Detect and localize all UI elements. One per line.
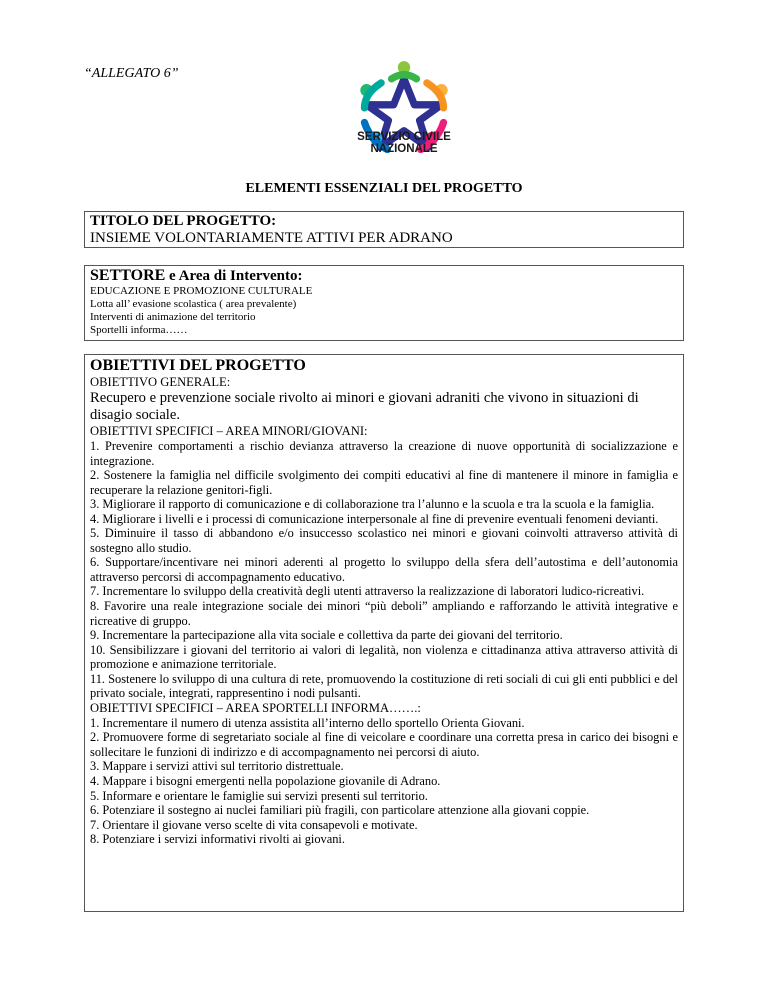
settore-box — [84, 265, 684, 341]
list-item: 1. Incrementare il numero di utenza assistita all’interno dello sportello Orienta Giovani. — [90, 715, 525, 730]
obiettivo-generale-label: OBIETTIVO GENERALE: — [90, 375, 231, 389]
specifici-minori-label: OBIETTIVI SPECIFICI – AREA MINORI/GIOVANI: — [90, 424, 368, 438]
list-item: 5. Diminuire il tasso di abbandono e/o insuccesso scolastico nei minori e giovani coinvolti attraverso attività di sostegno allo studio. — [90, 526, 678, 555]
allegato-label: “ALLEGATO 6” — [84, 66, 179, 81]
list-item: 9. Incrementare la partecipazione alla vita sociale e collettiva da parte dei giovani del territorio. — [90, 628, 563, 643]
settore-line: Lotta all’ evasione scolastica ( area prevalente) — [90, 298, 297, 310]
settore-line: Sportelli informa…… — [90, 324, 188, 336]
list-item: 6. Supportare/incentivare nei minori aderenti al progetto lo sviluppo della sfera dell’autostima e dell’autonomia attraverso percorsi di accompagnamento educativo. — [90, 555, 678, 584]
settore-line: Interventi di animazione del territorio — [90, 311, 256, 323]
list-item: 3. Mappare i servizi attivi sul territorio distrettuale. — [90, 759, 344, 774]
list-item: 11. Sostenere lo sviluppo di una cultura di rete, promuovendo la costituzione di reti sociali di cui gli enti pubblici e del privato sociale, integrati, rappresentino i nodi pulsanti. — [90, 671, 678, 701]
list-item: 6. Potenziare il sostegno ai nuclei familiari più fragili, con particolare attenzione alla giovani coppie. — [90, 803, 590, 818]
list-item: 1. Prevenire comportamenti a rischio devianza attraverso la creazione di nuove opportunità di socializzazione e integrazione. — [90, 439, 678, 468]
titolo-box — [84, 211, 684, 248]
obiettivi-heading: OBIETTIVI DEL PROGETTO — [90, 357, 306, 374]
logo-caption-line2: NAZIONALE — [370, 143, 438, 155]
list-item: 2. Sostenere la famiglia nel difficile svolgimento dei compiti educativi al fine di mantenere il minore in famiglia e recuperare la relazione genitori-figli. — [90, 468, 678, 497]
specifici-sportelli-list — [90, 716, 678, 847]
list-item: 4. Mappare i bisogni emergenti nella popolazione giovanile di Adrano. — [90, 774, 441, 789]
list-item: 2. Promuovere forme di segretariato sociale al fine di veicolare e coordinare una corretta presa in carico dei bisogni e sollecitare le funzioni di indirizzo e di accompagnamento nei percorsi di aiuto. — [90, 730, 678, 759]
list-item: 10. Sensibilizzare i giovani del territorio ai valori di legalità, non violenza e cittadinanza attiva attraverso attività di promozione e animazione territoriale. — [90, 642, 678, 672]
list-item: 8. Potenziare i servizi informativi rivolti ai giovani. — [90, 832, 345, 847]
specifici-sportelli-label: OBIETTIVI SPECIFICI – AREA SPORTELLI INFORMA…….: — [90, 700, 421, 715]
list-item: 7. Orientare il giovane verso scelte di vita consapevoli e motivate. — [90, 817, 418, 832]
titolo-value: INSIEME VOLONTARIAMENTE ATTIVI PER ADRANO — [90, 230, 453, 246]
settore-label-bold: SETTORE — [90, 267, 166, 284]
logo-caption-line1: SERVIZIO CIVILE — [357, 131, 451, 143]
list-item: 7. Incrementare lo sviluppo della creatività degli utenti attraverso la realizzazione di laboratori ludico-ricreativi. — [90, 584, 645, 599]
obiettivi-box — [84, 354, 684, 912]
logo-caption — [344, 131, 464, 155]
settore-heading — [90, 267, 678, 285]
list-item: 5. Informare e orientare le famiglie sui servizi presenti sul territorio. — [90, 788, 428, 803]
document-title: ELEMENTI ESSENZIALI DEL PROGETTO — [245, 181, 523, 196]
titolo-label: TITOLO DEL PROGETTO: — [90, 213, 277, 229]
list-item: 4. Migliorare i livelli e i processi di comunicazione interpersonale al fine di prevenire eventuali fenomeni devianti. — [90, 511, 659, 526]
list-item: 3. Migliorare il rapporto di comunicazione e di collaborazione tra l’alunno e la scuola e tra la scuola e la famiglia. — [90, 497, 655, 512]
settore-label-rest: e Area di Intervento: — [165, 268, 303, 284]
list-item: 8. Favorire una reale integrazione sociale dei minori “più deboli” ampliando e rafforzando le attività integrative e ricreative di gruppo. — [90, 599, 678, 628]
specifici-minori-list — [90, 439, 678, 701]
obiettivo-generale-text: Recupero e prevenzione sociale rivolto ai minori e giovani adraniti che vivono in situazioni di disagio sociale. — [90, 390, 639, 423]
settore-line: EDUCAZIONE E PROMOZIONE CULTURALE — [90, 285, 313, 297]
